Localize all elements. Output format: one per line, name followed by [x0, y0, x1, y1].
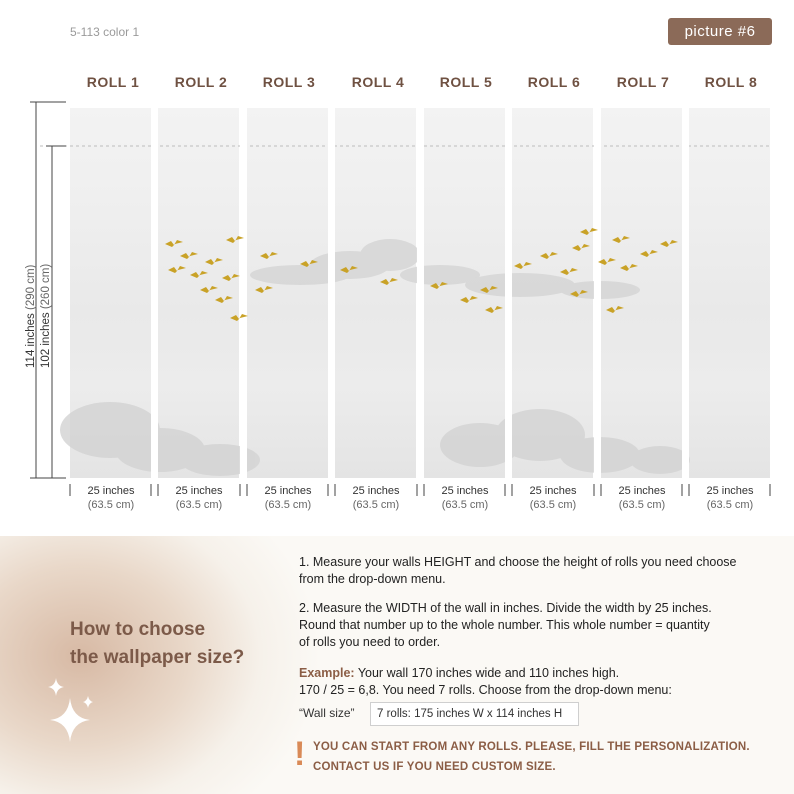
roll-header-8: ROLL 8 — [704, 74, 758, 90]
inner-height-cm: (260 cm) — [40, 263, 52, 310]
exclamation-icon: ! — [294, 735, 306, 773]
roll-header-5: ROLL 5 — [439, 74, 493, 90]
step-2: 2. Measure the WIDTH of the wall in inches. Divide the width by 25 inches. Round that number up to the whole number. This whole number = quantity of rolls you need to order. — [299, 601, 712, 649]
outer-height-label — [25, 265, 37, 368]
roll-width-1: 25 inches (63.5 cm) — [87, 485, 135, 511]
example-label: Example: — [299, 666, 355, 680]
roll-width-4: 25 inches (63.5 cm) — [352, 485, 400, 511]
picture-badge: picture #6 — [668, 18, 772, 45]
roll-header-3: ROLL 3 — [262, 74, 316, 90]
design-code: 5-113 color 1 — [70, 25, 140, 39]
outer-height-inches: 114 inches — [25, 313, 37, 368]
notice-line-2: CONTACT US IF YOU NEED CUSTOM SIZE. — [313, 761, 556, 773]
roll-header-7: ROLL 7 — [616, 74, 670, 90]
inner-height-label — [40, 264, 52, 368]
roll-width-2: 25 inches (63.5 cm) — [175, 485, 223, 511]
step-1: 1. Measure your walls HEIGHT and choose the height of rolls you need choose from the drop-down menu. — [299, 555, 737, 586]
wall-size-label: “Wall size” — [299, 706, 355, 720]
roll-header-6: ROLL 6 — [527, 74, 581, 90]
wall-size-select: 7 rolls: 175 inches W x 114 inches H — [370, 702, 579, 726]
roll-width-8: 25 inches (63.5 cm) — [706, 485, 754, 511]
roll-width-7: 25 inches (63.5 cm) — [618, 485, 666, 511]
inner-height-inches: 102 inches — [40, 312, 52, 368]
roll-header-1: ROLL 1 — [86, 74, 140, 90]
roll-width-6: 25 inches (63.5 cm) — [529, 485, 577, 511]
example: Example: Your wall 170 inches wide and 110 inches high. 170 / 25 = 6,8. You need 7 rolls. Choose from the drop-down menu: — [299, 666, 672, 697]
roll-width-5: 25 inches (63.5 cm) — [441, 485, 489, 511]
roll-header-4: ROLL 4 — [351, 74, 405, 90]
guide-title: How to choose the wallpaper size? — [70, 619, 245, 668]
notice-line-1: YOU CAN START FROM ANY ROLLS. PLEASE, FILL THE PERSONALIZATION. — [313, 741, 750, 753]
outer-height-cm: (290 cm) — [25, 264, 37, 311]
roll-width-3: 25 inches (63.5 cm) — [264, 485, 312, 511]
roll-header-2: ROLL 2 — [174, 74, 228, 90]
sparkle-icon — [44, 676, 104, 746]
